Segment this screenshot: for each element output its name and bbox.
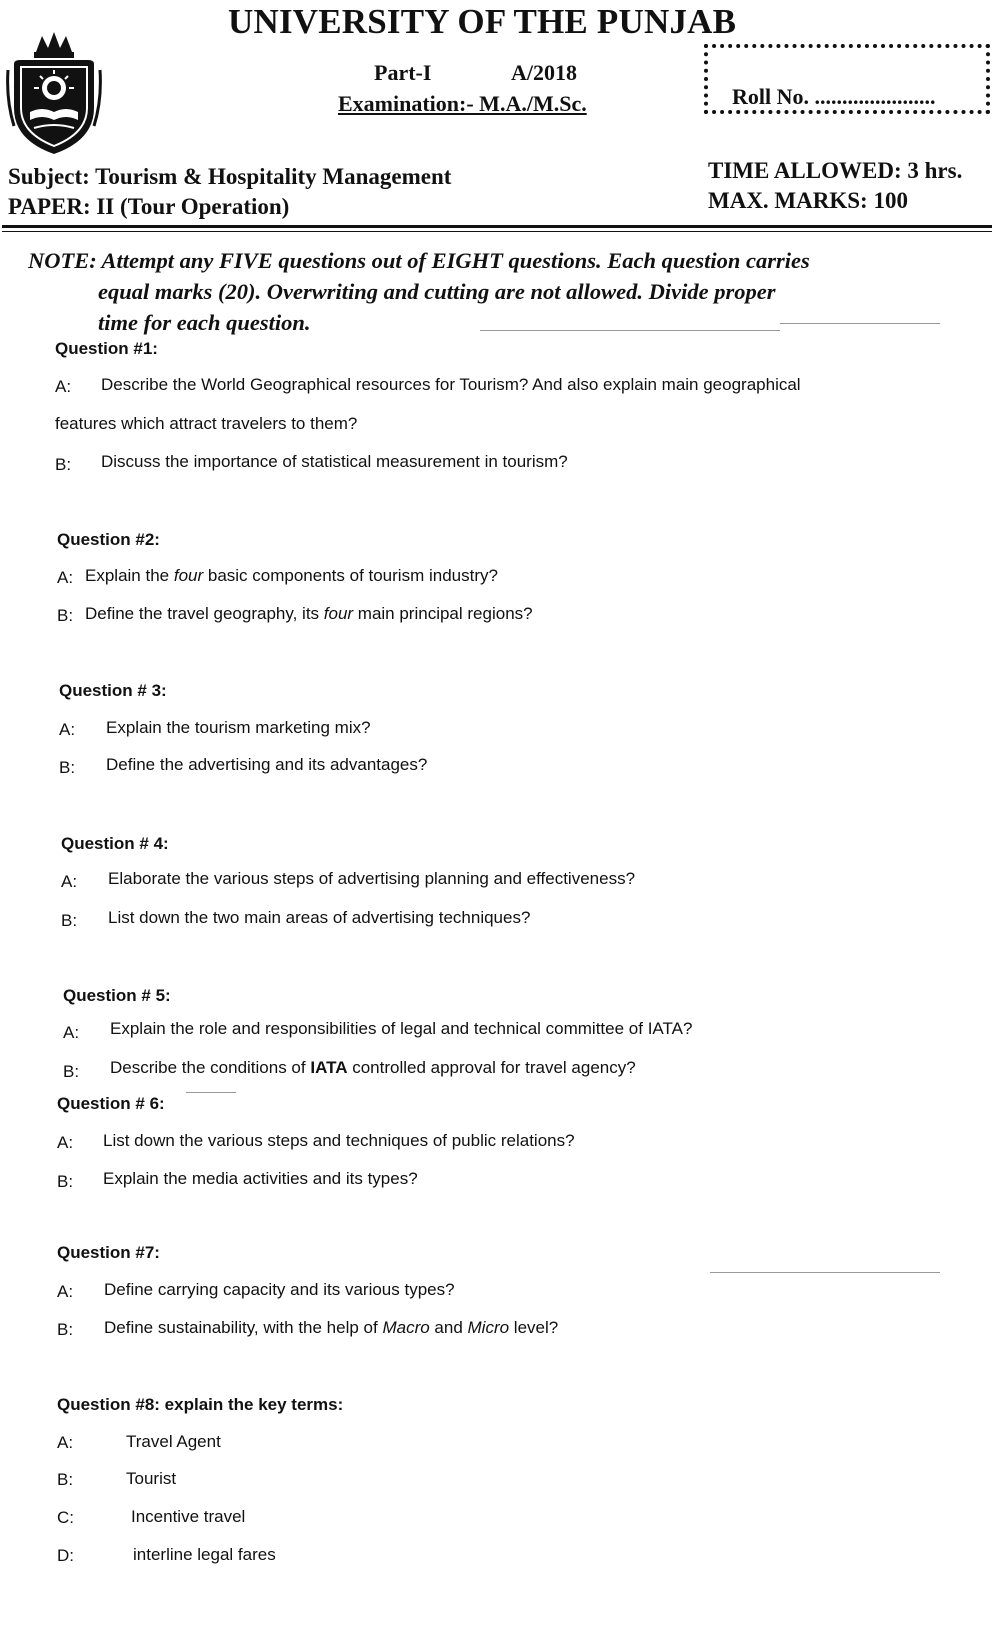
question-5-b-text xyxy=(110,1058,636,1078)
roll-number-label: Roll No. ...................... xyxy=(732,84,936,109)
question-6-a-label: A: xyxy=(57,1133,74,1152)
faint-scan-mark xyxy=(186,1092,236,1093)
question-7-b-text xyxy=(104,1318,558,1338)
faint-scan-mark xyxy=(480,330,780,331)
question-7-a-label: A: xyxy=(57,1282,74,1301)
question-2-b-emphasis: four xyxy=(323,604,354,623)
question-2-b-pre: Define the travel geography, its xyxy=(85,604,324,623)
question-6-b-label: B: xyxy=(57,1172,74,1191)
question-1-a-continued: features which attract travelers to them? xyxy=(55,414,358,433)
question-1-b-label: B: xyxy=(55,455,72,474)
question-8-c-label: C: xyxy=(57,1508,74,1527)
faint-scan-mark xyxy=(710,1272,940,1273)
question-6-b-text: Explain the media activities and its types? xyxy=(103,1169,418,1188)
question-4-a-label: A: xyxy=(61,872,78,891)
question-7-heading: Question #7: xyxy=(57,1243,160,1262)
question-1-b-text: Discuss the importance of statistical measurement in tourism? xyxy=(101,452,568,471)
faint-scan-mark xyxy=(780,323,940,324)
question-2-heading: Question #2: xyxy=(57,530,160,549)
header-divider-thick xyxy=(2,225,992,228)
question-8-heading: Question #8: explain the key terms: xyxy=(57,1395,344,1414)
note-line-3: time for each question. xyxy=(98,310,311,335)
question-5-b-bold: IATA xyxy=(310,1058,348,1077)
question-3-a-label: A: xyxy=(59,720,76,739)
note-line-2: equal marks (20). Overwriting and cutting are not allowed. Divide proper xyxy=(98,279,776,304)
exam-part: Part-I xyxy=(374,60,432,85)
paper-line: PAPER: II (Tour Operation) xyxy=(8,194,290,219)
exam-session: A/2018 xyxy=(511,60,577,85)
question-8-b-label: B: xyxy=(57,1470,74,1489)
note-line-1: NOTE: Attempt any FIVE questions out of EIGHT questions. Each question carries xyxy=(28,248,810,273)
instructions-note xyxy=(28,245,958,338)
question-7-b-mid: and xyxy=(429,1318,468,1337)
question-2-a-label: A: xyxy=(57,568,74,587)
question-3-b-label: B: xyxy=(59,758,76,777)
question-4-b-text: List down the two main areas of advertising techniques? xyxy=(108,908,531,927)
question-5-a-text: Explain the role and responsibilities of legal and technical committee of IATA? xyxy=(110,1019,693,1038)
question-1-a-text: Describe the World Geographical resources for Tourism? And also explain main geographical xyxy=(101,375,801,394)
question-5-b-pre: Describe the conditions of xyxy=(110,1058,311,1077)
question-3-heading: Question # 3: xyxy=(59,681,167,700)
question-5-b-post: controlled approval for travel agency? xyxy=(347,1058,636,1077)
question-2-b-label: B: xyxy=(57,606,74,625)
question-8-d-label: D: xyxy=(57,1546,74,1565)
question-8-a-label: A: xyxy=(57,1433,74,1452)
question-2-a-emphasis: four xyxy=(173,566,204,585)
question-7-a-text: Define carrying capacity and its various types? xyxy=(104,1280,455,1299)
question-7-b-pre: Define sustainability, with the help of xyxy=(104,1318,383,1337)
max-marks: MAX. MARKS: 100 xyxy=(708,188,908,213)
time-allowed: TIME ALLOWED: 3 hrs. xyxy=(708,158,963,183)
question-4-heading: Question # 4: xyxy=(61,834,169,853)
question-8-d-text: interline legal fares xyxy=(133,1545,276,1564)
question-5-b-label: B: xyxy=(63,1062,80,1081)
subject-line: Subject: Tourism & Hospitality Management xyxy=(8,164,452,189)
question-5-a-label: A: xyxy=(63,1023,80,1042)
question-2-a-text xyxy=(85,566,498,586)
question-3-a-text: Explain the tourism marketing mix? xyxy=(106,718,371,737)
question-7-b-post: level? xyxy=(509,1318,559,1337)
header-divider-thin xyxy=(2,231,992,232)
question-7-b-micro: Micro xyxy=(467,1318,510,1337)
question-8-b-text: Tourist xyxy=(126,1469,177,1488)
question-7-b-macro: Macro xyxy=(382,1318,430,1337)
question-8-a-text: Travel Agent xyxy=(126,1432,221,1451)
question-2-a-pre: Explain the xyxy=(85,566,174,585)
university-title: UNIVERSITY OF THE PUNJAB xyxy=(228,2,737,41)
question-2-b-text xyxy=(85,604,533,624)
roll-number-box xyxy=(704,44,990,114)
question-3-b-text: Define the advertising and its advantages? xyxy=(106,755,428,774)
university-crest-logo xyxy=(6,30,102,160)
question-1-a-label: A: xyxy=(55,377,72,396)
question-1-heading: Question #1: xyxy=(55,339,158,358)
question-2-b-post: main principal regions? xyxy=(353,604,533,623)
question-6-a-text: List down the various steps and techniques of public relations? xyxy=(103,1131,575,1150)
question-5-heading: Question # 5: xyxy=(63,986,171,1005)
question-6-heading: Question # 6: xyxy=(57,1094,165,1113)
examination-name: Examination:- M.A./M.Sc. xyxy=(338,91,587,116)
question-7-b-label: B: xyxy=(57,1320,74,1339)
question-2-a-post: basic components of tourism industry? xyxy=(203,566,498,585)
question-4-a-text: Elaborate the various steps of advertising planning and effectiveness? xyxy=(108,869,636,888)
question-8-c-text: Incentive travel xyxy=(131,1507,246,1526)
question-4-b-label: B: xyxy=(61,911,78,930)
